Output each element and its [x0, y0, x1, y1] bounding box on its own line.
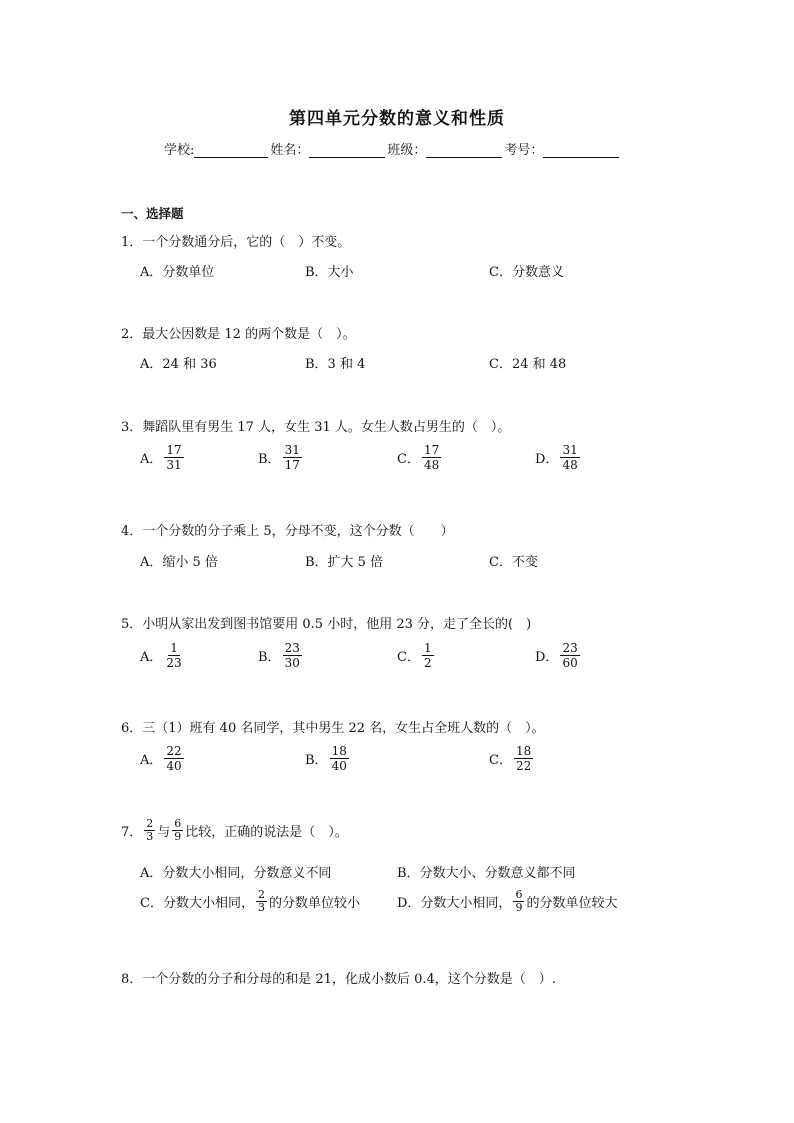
q7-option-c[interactable]: C．分数大小相同， $\frac{2}{3}$ 的分数单位较小 — [140, 888, 360, 914]
fraction: $\frac{2}{3}$ — [257, 888, 265, 914]
fraction: $\frac{18}{40}$ — [331, 744, 347, 773]
page-title: 第四单元分数的意义和性质 — [289, 109, 505, 129]
q5-option-b[interactable] — [258, 641, 304, 670]
fraction: $\frac{17}{31}$ — [166, 443, 182, 472]
school-blank[interactable] — [194, 145, 268, 158]
q1-option-a[interactable]: A．分数单位 — [140, 265, 215, 280]
question-5: 5．小明从家出发到图书馆要用 0.5 小时，他用 23 分，走了全长的( ) — [121, 617, 532, 632]
q5-option-a[interactable] — [140, 641, 186, 670]
option-label: C． — [397, 452, 420, 467]
q4-option-c[interactable]: C．不变 — [489, 555, 538, 570]
exam-no-label: 考号： — [504, 143, 544, 158]
question-7: 7． $\frac{2}{3}$ 与 $\frac{6}{9}$ 比较，正确的说法是（ ）。 — [121, 817, 348, 843]
fraction: $\frac{22}{40}$ — [166, 744, 182, 773]
q4-option-b[interactable]: B．扩大 5 倍 — [305, 555, 384, 570]
fraction: $\frac{1}{23}$ — [166, 641, 182, 670]
fraction: $\frac{2}{3}$ — [146, 817, 154, 843]
fraction: $\frac{18}{22}$ — [515, 744, 532, 773]
q3-option-a[interactable] — [140, 443, 186, 472]
fraction: $\frac{17}{48}$ — [423, 443, 440, 472]
fraction: $\frac{6}{9}$ — [174, 817, 182, 843]
fraction: $\frac{23}{60}$ — [562, 641, 578, 670]
option-label: D． — [535, 650, 559, 665]
q7-option-b[interactable]: B．分数大小、分数意义都不同 — [397, 866, 576, 881]
q5-option-c[interactable] — [397, 641, 436, 670]
question-8: 8．一个分数的分子和分母的和是 21，化成小数后 0.4，这个分数是（ ）. — [121, 972, 556, 987]
option-label: D． — [535, 452, 559, 467]
q6-option-b[interactable] — [305, 744, 351, 773]
question-6: 6．三（1）班有 40 名同学，其中男生 22 名，女生占全班人数的（ ）。 — [121, 721, 545, 736]
q1-option-c[interactable]: C．分数意义 — [489, 265, 564, 280]
q3-option-b[interactable] — [258, 443, 304, 472]
section-heading: 一、选择题 — [121, 206, 184, 221]
q2-option-b[interactable]: B．3 和 4 — [305, 357, 366, 372]
option-label: B． — [305, 753, 328, 768]
q2-option-a[interactable]: A．24 和 36 — [140, 357, 217, 372]
option-label: A． — [140, 753, 163, 768]
q6-option-c[interactable] — [489, 744, 535, 773]
fraction: $\frac{31}{48}$ — [562, 443, 578, 472]
option-label: B． — [258, 650, 281, 665]
option-label: C． — [489, 753, 512, 768]
option-label: B． — [258, 452, 281, 467]
exam-no-blank[interactable] — [543, 145, 619, 158]
fraction: $\frac{1}{2}$ — [423, 641, 432, 670]
option-label: C． — [397, 650, 420, 665]
name-label: 姓名： — [270, 143, 310, 158]
q1-option-b[interactable]: B．大小 — [305, 265, 354, 280]
q6-option-a[interactable] — [140, 744, 186, 773]
q7-option-a[interactable]: A．分数大小相同，分数意义不同 — [140, 866, 332, 881]
q5-option-d[interactable] — [535, 641, 582, 670]
q4-option-a[interactable]: A．缩小 5 倍 — [140, 555, 218, 570]
fraction: $\frac{23}{30}$ — [284, 641, 300, 670]
question-1: 1．一个分数通分后，它的（ ）不变。 — [121, 235, 351, 250]
q3-option-d[interactable] — [535, 443, 582, 472]
q3-option-c[interactable] — [397, 443, 443, 472]
student-info-line — [164, 139, 621, 158]
fraction: $\frac{6}{9}$ — [515, 888, 523, 914]
name-blank[interactable] — [309, 145, 385, 158]
question-4: 4．一个分数的分子乘上 5，分母不变，这个分数（ ） — [121, 524, 454, 539]
question-2: 2．最大公因数是 12 的两个数是（ ）。 — [121, 327, 356, 342]
school-label: 学校: — [164, 143, 195, 158]
class-label: 班级： — [387, 143, 427, 158]
q7-option-d[interactable]: D．分数大小相同， $\frac{6}{9}$ 的分数单位较大 — [397, 888, 618, 914]
fraction: $\frac{31}{17}$ — [284, 443, 300, 472]
option-label: A． — [140, 650, 163, 665]
option-label: A． — [140, 452, 163, 467]
q2-option-c[interactable]: C．24 和 48 — [489, 357, 567, 372]
question-3: 3．舞蹈队里有男生 17 人，女生 31 人。女生人数占男生的（ ）。 — [121, 420, 511, 435]
class-blank[interactable] — [426, 145, 502, 158]
